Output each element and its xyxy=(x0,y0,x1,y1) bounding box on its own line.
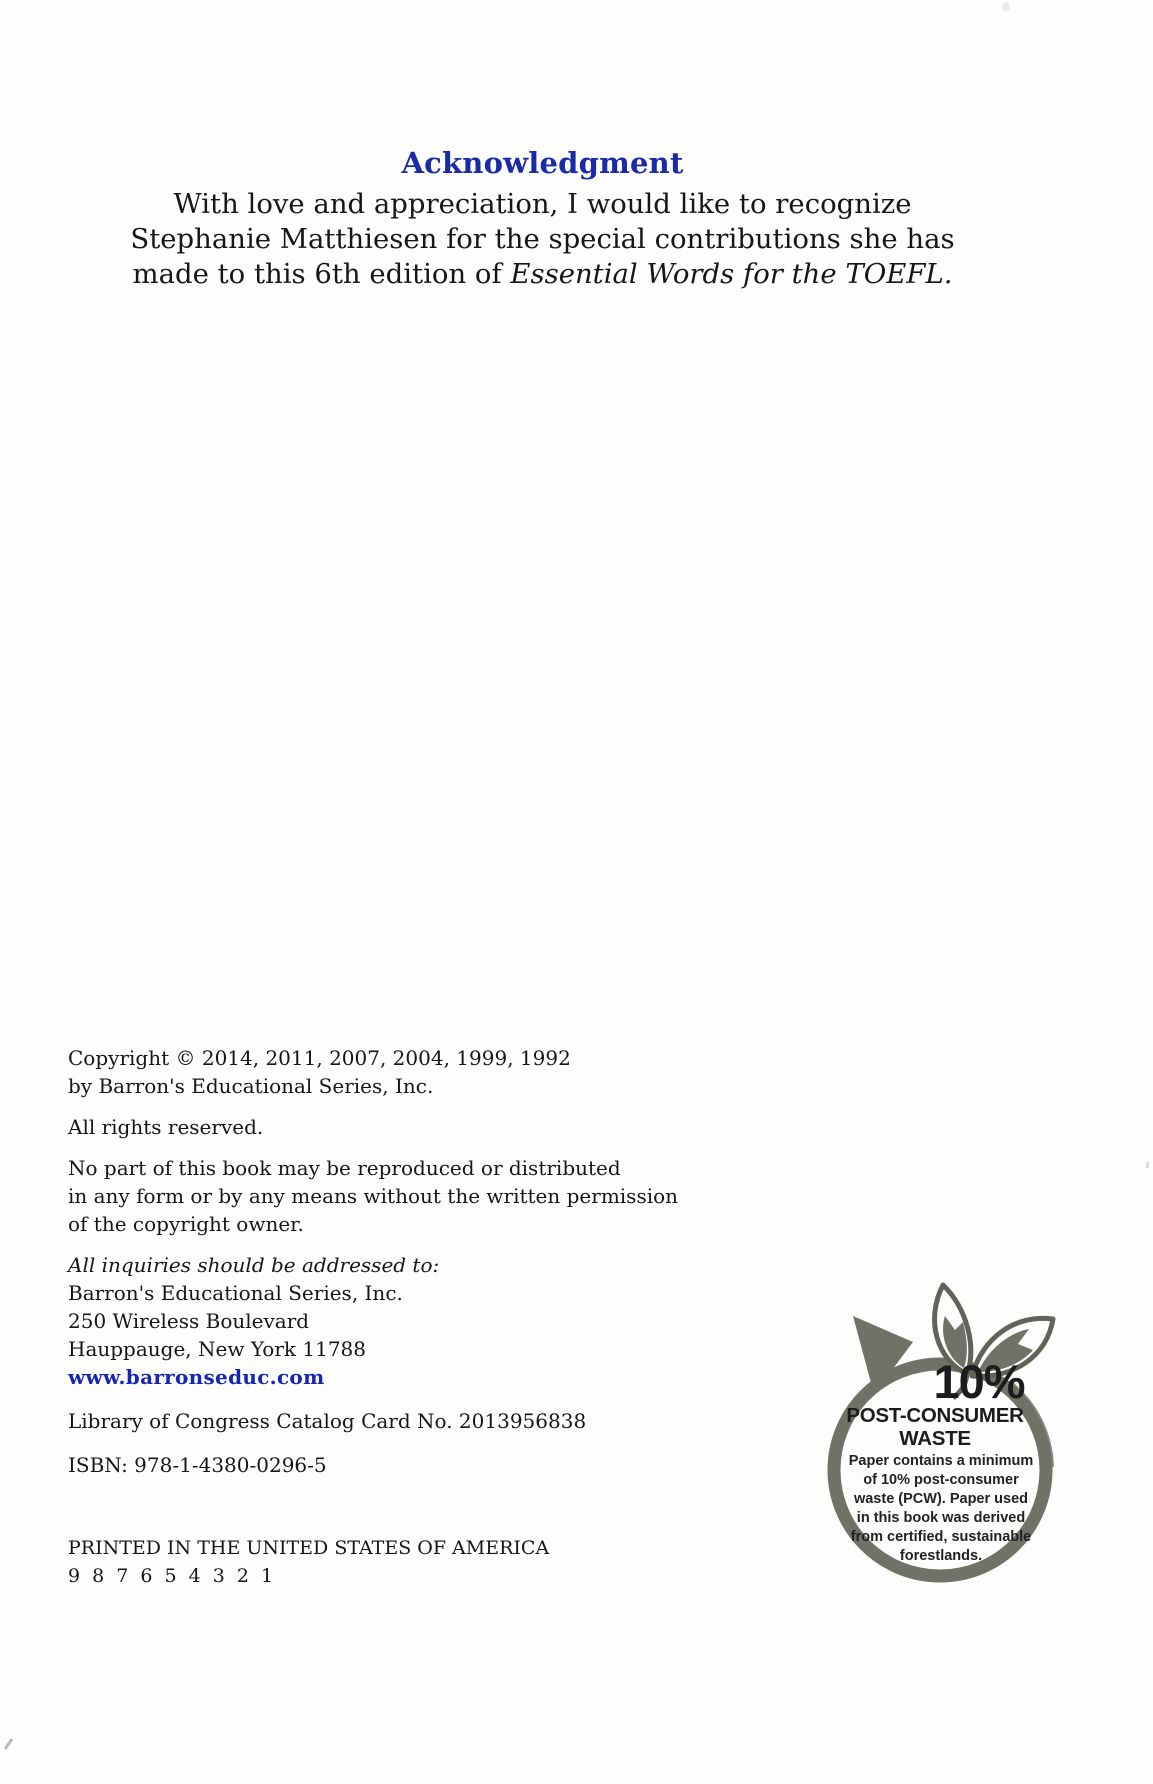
badge-title: POST-CONSUMER WASTE xyxy=(846,1404,1024,1450)
library-congress-number: Library of Congress Catalog Card No. 2013956838 xyxy=(68,1409,587,1433)
copyright-publisher: by Barron's Educational Series, Inc. xyxy=(68,1074,434,1098)
acknowledgment-line: Stephanie Matthiesen for the special contributions she has xyxy=(130,223,955,255)
acknowledgment-section xyxy=(0,146,1085,292)
acknowledgment-title: Acknowledgment xyxy=(401,146,684,180)
scan-artifact xyxy=(4,1738,13,1750)
scan-artifact xyxy=(1002,2,1010,12)
book-title-italic: Essential Words for the TOEFL. xyxy=(510,258,953,290)
address-line: Hauppauge, New York 11788 xyxy=(68,1337,366,1361)
isbn: ISBN: 978-1-4380-0296-5 xyxy=(68,1453,327,1477)
copyright-years: Copyright © 2014, 2011, 2007, 2004, 1999, 1992 xyxy=(68,1046,571,1070)
reproduction-notice-line: No part of this book may be reproduced or distributed xyxy=(68,1156,621,1180)
rights-reserved: All rights reserved. xyxy=(68,1115,264,1139)
website-link: www.barronseduc.com xyxy=(68,1365,325,1389)
print-run-numbers: 9 8 7 6 5 4 3 2 1 xyxy=(68,1565,277,1587)
badge-percent: 10% xyxy=(933,1355,1025,1408)
address-line: 250 Wireless Boulevard xyxy=(68,1309,310,1333)
reproduction-notice-line: of the copyright owner. xyxy=(68,1212,304,1236)
address-line: Barron's Educational Series, Inc. xyxy=(68,1281,403,1305)
badge-description: Paper contains a minimum of 10% post-consumer waste (PCW). Paper used in this book was derived from certified, sustainable forestlands. xyxy=(848,1453,1034,1564)
post-consumer-waste-badge xyxy=(816,1272,1066,1592)
printed-in-notice: PRINTED IN THE UNITED STATES OF AMERICA xyxy=(68,1537,550,1559)
copyright-section xyxy=(68,1044,728,1590)
scan-artifact xyxy=(1146,1162,1149,1168)
acknowledgment-line: With love and appreciation, I would like to recognize xyxy=(173,188,912,220)
reproduction-notice-line: in any form or by any means without the written permission xyxy=(68,1184,679,1208)
acknowledgment-line: made to this 6th edition of Essential Words for the TOEFL. xyxy=(132,258,953,290)
inquiries-note: All inquiries should be addressed to: xyxy=(68,1253,440,1277)
